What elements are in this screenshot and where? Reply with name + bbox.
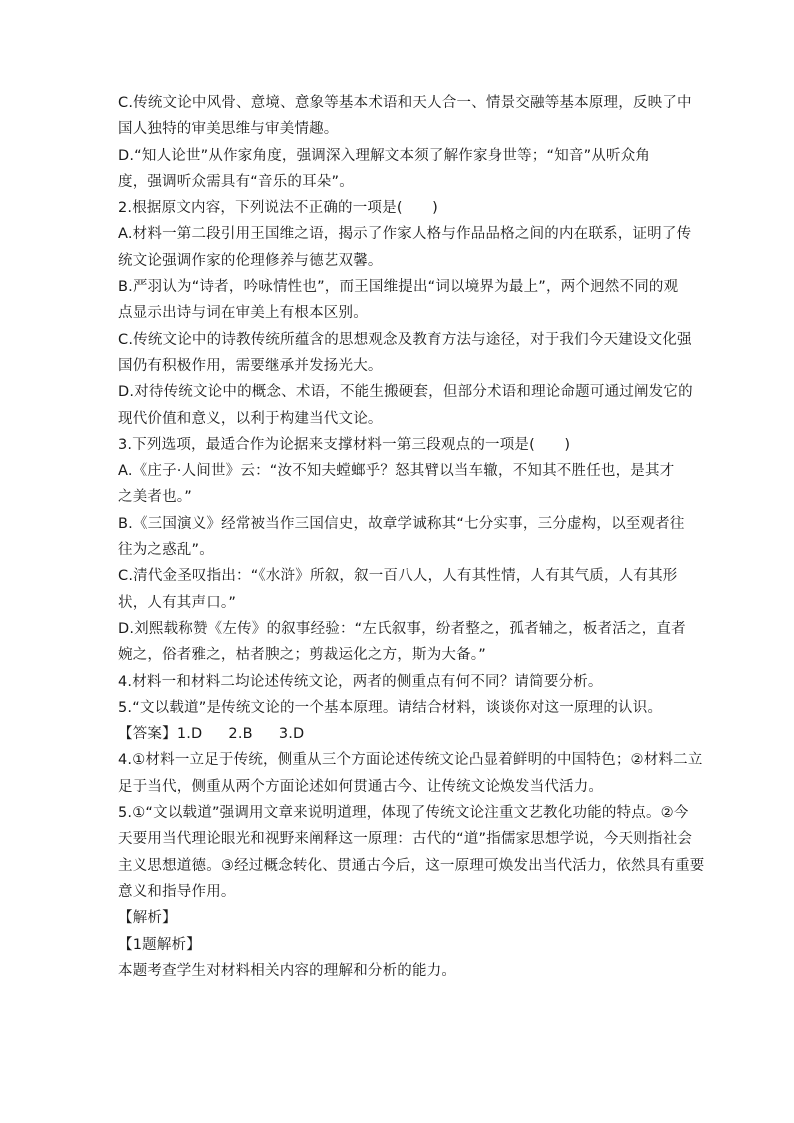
text-line: 5.①“文以载道”强调用文章来说明道理，体现了传统文论注重文艺教化功能的特点。②今 xyxy=(118,805,689,822)
text-line: 点显示出诗与词在审美上有根本区别。 xyxy=(118,305,368,322)
text-line: 主义思想道德。③经过概念转化、贯通古今后，这一原理可焕发出当代活力，依然具有重要 xyxy=(118,857,705,874)
text-line: 现代价值和意义，以利于构建当代文论。 xyxy=(118,410,383,427)
text-line: D.对待传统文论中的概念、术语，不能生搬硬套，但部分术语和理论命题可通过阐发它的 xyxy=(118,384,693,401)
answer-1: 1.D xyxy=(176,726,203,743)
text-line: D.“知人论世”从作家角度，强调深入理解文本须了解作家身世等；“知音”从听众角 xyxy=(118,147,651,164)
question-2-stem: 2.根据原文内容，下列说法不正确的一项是( ) xyxy=(118,200,438,217)
text-line: 本题考查学生对材料相关内容的理解和分析的能力。 xyxy=(118,962,457,979)
text-line: C.传统文论中风骨、意境、意象等基本术语和天人合一、情景交融等基本原理，反映了中 xyxy=(118,95,692,111)
text-line: C.传统文论中的诗教传统所蕴含的思想观念及教育方法与途径，对于我们今天建设文化强 xyxy=(118,331,692,348)
answer-3: 3.D xyxy=(278,726,305,743)
document-body xyxy=(118,90,705,984)
text-line: 国人独特的审美思维与审美情趣。 xyxy=(118,121,339,138)
answer-2: 2.B xyxy=(228,726,253,743)
text-line: D.刘熙载称赞《左传》的叙事经验：“左氏叙事，纷者整之，孤者辅之，板者活之，直者 xyxy=(118,620,686,637)
answer-label: 【答案】 xyxy=(118,726,177,743)
question-5-stem: 5.“文以载道”是传统文论的一个基本原理。请结合材料，谈谈你对这一原理的认识。 xyxy=(118,699,663,716)
text-line: A.《庄子·人间世》云：“汝不知夫螳螂乎？怒其臂以当车辙，不知其不胜任也，是其才 xyxy=(118,463,675,480)
text-line: 足于当代，侧重从两个方面论述如何贯通古今、让传统文论焕发当代活力。 xyxy=(118,778,604,795)
text-line: 统文论强调作家的伦理修养与德艺双馨。 xyxy=(118,252,383,269)
text-line: A.材料一第二段引用王国维之语，揭示了作家人格与作品品格之间的内在联系，证明了传 xyxy=(118,226,692,243)
analysis-1-heading: 【1题解析】 xyxy=(118,936,201,953)
text-line: 4.①材料一立足于传统，侧重从三个方面论述传统文论凸显着鲜明的中国特色；②材料二立 xyxy=(118,752,703,769)
text-line: 婉之，俗者雅之，枯者腴之；剪裁运化之方，斯为大备。” xyxy=(118,647,486,664)
text-line: B.严羽认为“诗者，吟咏情性也”，而王国维提出“词以境界为最上”，两个迥然不同的观 xyxy=(118,279,679,296)
answer-line xyxy=(118,721,678,747)
text-line: 往为之惑乱”。 xyxy=(118,542,214,559)
text-line: 之美者也。” xyxy=(118,489,192,506)
text-line: 国仍有积极作用，需要继承并发扬光大。 xyxy=(118,357,383,374)
text-line: 度，强调听众需具有“音乐的耳朵”。 xyxy=(118,173,354,190)
question-3-stem: 3.下列选项，最适合作为论据来支撑材料一第三段观点的一项是( ) xyxy=(118,436,571,453)
text-line: B.《三国演义》经常被当作三国信史，故章学诚称其“七分实事，三分虚构，以至观者往 xyxy=(118,515,685,532)
text-line: C.清代金圣叹指出：“《水浒》所叙，叙一百八人，人有其性情，人有其气质，人有其形 xyxy=(118,568,678,585)
question-4-stem: 4.材料一和材料二均论述传统文论，两者的侧重点有何不同？请简要分析。 xyxy=(118,673,603,690)
text-line: 状，人有其声口。” xyxy=(118,594,237,611)
text-line: 天要用当代理论眼光和视野来阐释这一原理：古代的“道”指儒家思想学说，今天则指社会 xyxy=(118,831,693,848)
text-line: 意义和指导作用。 xyxy=(118,883,236,900)
analysis-heading: 【解析】 xyxy=(118,910,177,927)
